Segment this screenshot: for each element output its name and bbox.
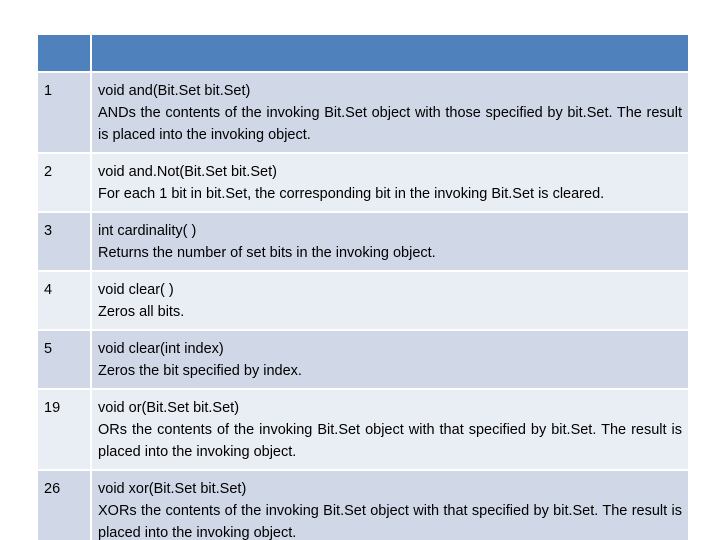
row-method bbox=[92, 213, 688, 270]
table-row bbox=[38, 272, 688, 329]
row-method bbox=[92, 272, 688, 329]
row-number: 26 bbox=[38, 471, 90, 540]
method-description: XORs the contents of the invoking Bit.Set object with that specified by bit.Set. The result is placed into the invoking object. bbox=[98, 503, 682, 540]
method-description: For each 1 bit in bit.Set, the corresponding bit in the invoking Bit.Set is cleared. bbox=[98, 186, 605, 202]
method-signature: int cardinality( ) bbox=[98, 223, 197, 239]
header-cell-method bbox=[92, 35, 688, 71]
method-description: Zeros the bit specified by index. bbox=[98, 363, 302, 379]
table-row bbox=[38, 213, 688, 270]
method-signature: void and.Not(Bit.Set bit.Set) bbox=[98, 164, 277, 180]
method-signature: void or(Bit.Set bit.Set) bbox=[98, 400, 240, 416]
method-description: Zeros all bits. bbox=[98, 304, 185, 320]
bitset-methods-table bbox=[36, 33, 690, 540]
header-cell-number bbox=[38, 35, 90, 71]
table-row bbox=[38, 390, 688, 469]
row-number: 3 bbox=[38, 213, 90, 270]
table-row bbox=[38, 471, 688, 540]
row-method bbox=[92, 154, 688, 211]
method-description: ANDs the contents of the invoking Bit.Set object with those specified by bit.Set. The result is placed into the invoking object. bbox=[98, 105, 682, 143]
row-number: 1 bbox=[38, 73, 90, 152]
row-number: 19 bbox=[38, 390, 90, 469]
method-signature: void clear( ) bbox=[98, 282, 174, 298]
table-row bbox=[38, 154, 688, 211]
method-description: Returns the number of set bits in the invoking object. bbox=[98, 245, 436, 261]
header-row bbox=[38, 35, 688, 71]
row-number: 5 bbox=[38, 331, 90, 388]
row-method bbox=[92, 73, 688, 152]
row-method bbox=[92, 390, 688, 469]
method-signature: void xor(Bit.Set bit.Set) bbox=[98, 481, 247, 497]
row-number: 4 bbox=[38, 272, 90, 329]
table-row bbox=[38, 331, 688, 388]
row-method bbox=[92, 331, 688, 388]
table-body bbox=[38, 73, 688, 540]
table-header bbox=[38, 35, 688, 71]
method-signature: void and(Bit.Set bit.Set) bbox=[98, 83, 251, 99]
method-signature: void clear(int index) bbox=[98, 341, 224, 357]
table-row bbox=[38, 73, 688, 152]
row-number: 2 bbox=[38, 154, 90, 211]
method-description: ORs the contents of the invoking Bit.Set object with that specified by bit.Set. The result is placed into the invoking object. bbox=[98, 422, 682, 460]
row-method bbox=[92, 471, 688, 540]
